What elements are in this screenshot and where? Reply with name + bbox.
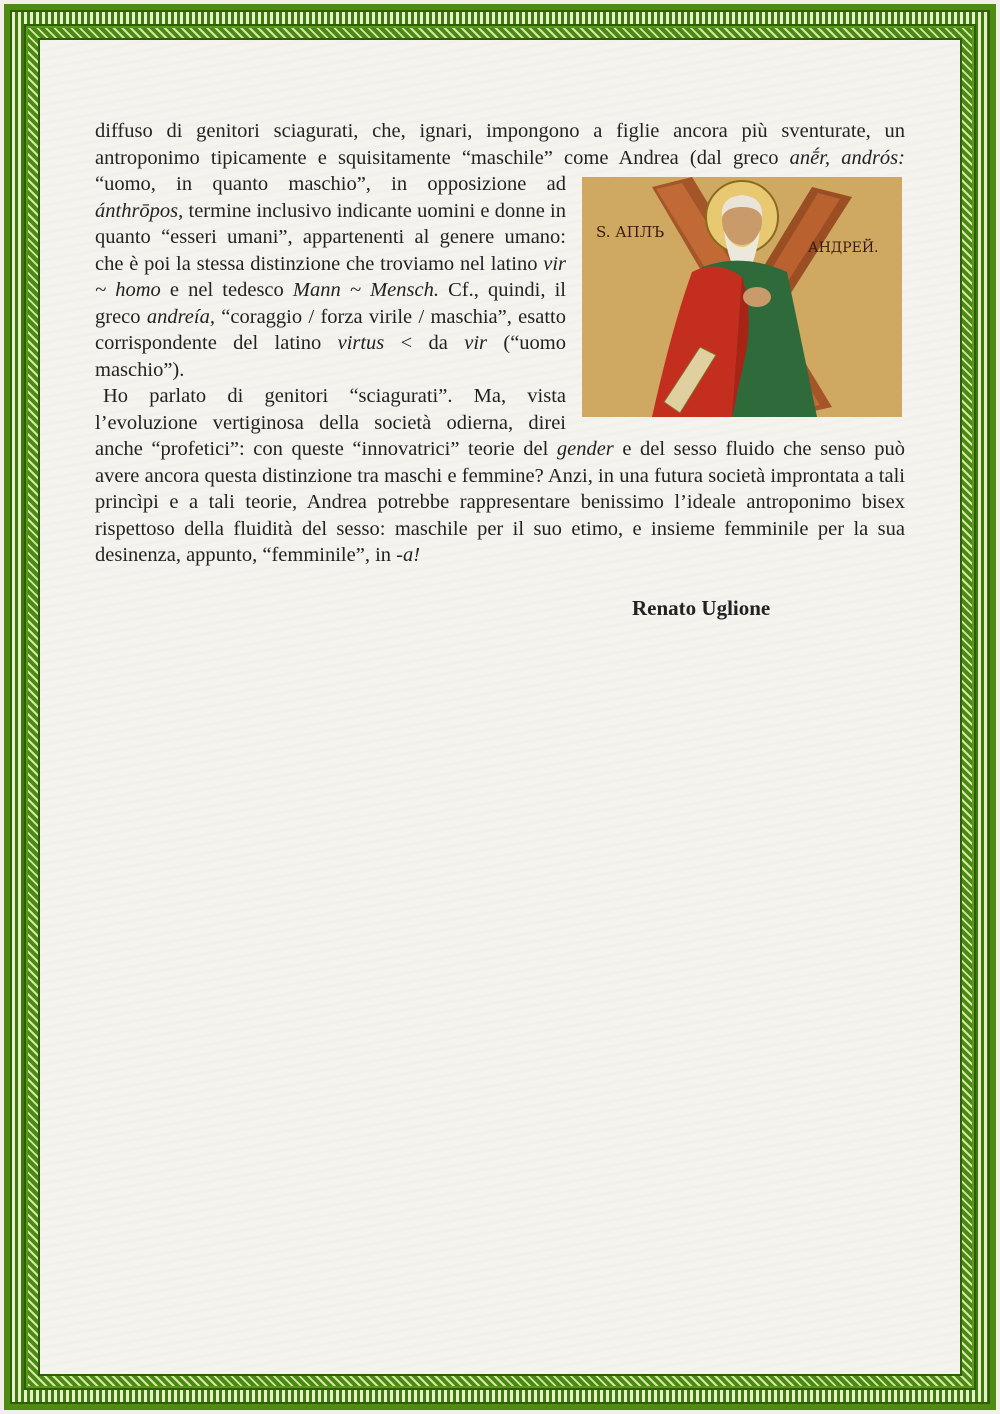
greek-term-anthropos: ánthrōpos [95,199,179,222]
latin-term-virtus: virtus [337,332,385,354]
icon-inscription-left: S. АПЛЪ [596,223,665,241]
text-fragment: e nel tedesco [160,279,293,301]
author-signature: Renato Uglione [632,596,771,620]
icon-inscription-right: АНДРЕЙ. [808,240,879,256]
text-fragment: Ho parlato di genitori “sciagurati”. Ma, vista l’evoluzione vertiginosa della società odierna, direi anche “profetici”: con queste “innovatrici” teorie del [95,385,566,460]
text-fragment: < da [384,332,465,354]
term-gender: gender [556,438,614,460]
greek-term-aner: anḗr, andrós: [789,146,905,169]
text-fragment: “uomo, in quanto maschio”, in opposizione ad [95,173,566,195]
text-fragment: Cf., quindi, il greco [95,279,566,328]
text-fragment: (“uomo maschio”). [95,332,566,381]
latin-term-vir-homo: vir ~ homo [95,252,566,301]
saint-andrew-icon-image [582,177,902,417]
paragraph-1 [95,118,905,383]
text-fragment: , termine inclusivo indicante uomini e donne in quanto “esseri umani”, appartenenti al genere umano: che è poi la stessa distinzione che troviamo nel latino [95,199,566,275]
german-term-mann-mensch: Mann ~ Mensch. [292,279,439,301]
text-fragment: “coraggio / forza virile / maschia”, esatto corrispondente del latino [95,305,566,354]
latin-term-vir: vir [464,332,488,354]
text-fragment: e del sesso fluido che senso può avere ancora questa distinzione tra maschi e femmine? Anzi, in una futura società improntata a tali princìpi e a tali teorie, Andrea potrebbe rappresentare benissimo l’ideale antroponimo bisex rispettoso della fluidità del sesso: maschile per il suo etimo, e insieme femminile per la sua desinenza, appunto, “femminile”, in [95,438,905,566]
term-a-ending: -a! [396,544,421,566]
text-fragment: diffuso di genitori sciagurati, che, ignari, impongono a figlie ancora più sventurate, un antroponimo tipicamente e squisitamente “maschile” come Andrea (dal greco [95,120,905,169]
greek-term-andreia: andreía, [146,305,215,328]
article-body [95,118,905,569]
